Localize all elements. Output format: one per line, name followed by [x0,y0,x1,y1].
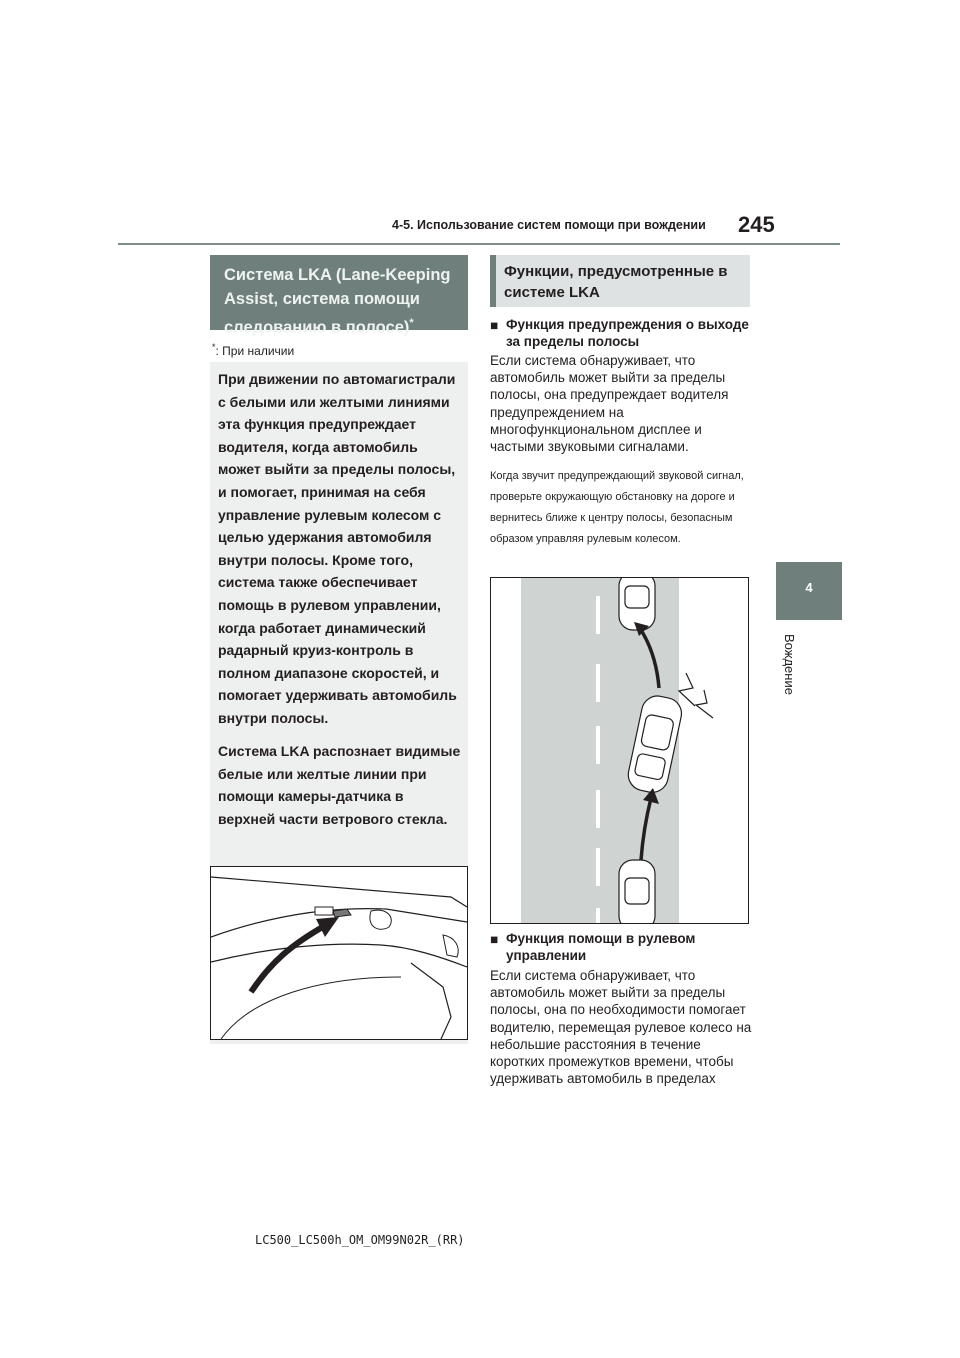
steering-assist-heading [490,930,750,964]
lane-departure-warning-title: Функция предупреждения о выходе за пределы полосы [506,317,749,349]
lka-functions-title: Функции, предусмотренные в системе LKA [504,263,728,301]
running-head: 4-5. Использование систем помощи при вождении [392,218,706,232]
lka-title-text: Система LKA (Lane-Keeping Assist, система помощи следованию в полосе) [224,266,451,337]
header-rule [118,243,840,245]
lane-departure-warning-heading [490,316,750,350]
lka-section-title-box [210,255,468,337]
footnote-asterisk: * [212,342,216,352]
bullet-square: ■ [490,932,499,947]
intro-paragraph-1: При движении по автомагистрали с белыми или желтыми линиями эта функция предупреждает водителя, когда автомобиль может выйти за пределы полосы, и помогает, принимая на себя управление рулевым колесом с целью удержания автомобиля внутри полосы. Кроме того, система также обеспечивает помощь в рулевом управлении, когда работает динамический радарный круиз-контроль в полном диапазоне скоростей, и помогает удерживать автомобиль внутри полосы. [218,371,457,726]
document-code: LC500_LC500h_OM_OM99N02R_(RR) [255,1233,465,1247]
page-number: 245 [738,212,775,237]
lane-departure-warning-note: Когда звучит предупреждающий звуковой сигнал, проверьте окружающую обстановку на дороге и вернитесь ближе к центру полосы, безопасным образом управляя рулевым колесом. [490,470,744,545]
lane-departure-illustration [490,577,749,924]
chapter-label: Вождение [782,634,797,695]
availability-footnote [212,342,294,358]
lka-section-title [224,263,454,340]
steering-assist-title: Функция помощи в рулевом управлении [506,931,696,963]
windshield-camera-illustration [210,866,468,1040]
lka-title-asterisk: * [409,317,414,329]
lka-functions-title-box [490,255,750,307]
intro-paragraph-2: Система LKA распознает видимые белые или желтые линии при помощи камеры-датчика в верхней части ветрового стекла. [218,743,461,827]
steering-assist-text: Если система обнаруживает, что автомобиль может выйти за пределы полосы, она по необходимости помогает водителю, перемещая рулевое колесо на небольшие расстояния в течение коротких промежутков времени, чтобы удерживать автомобиль в пределах [490,968,752,1087]
footnote-text: : При наличии [215,344,295,358]
windshield-camera-drawing [211,867,467,1039]
chapter-number: 4 [805,580,813,595]
lane-departure-warning-text: Если система обнаруживает, что автомобиль может выйти за пределы полосы, она предупреждает водителя предупреждением на многофункциональном дисплее и частыми звуковыми сигналами. [490,353,729,455]
lane-departure-drawing [491,578,748,923]
bullet-square: ■ [490,318,499,333]
